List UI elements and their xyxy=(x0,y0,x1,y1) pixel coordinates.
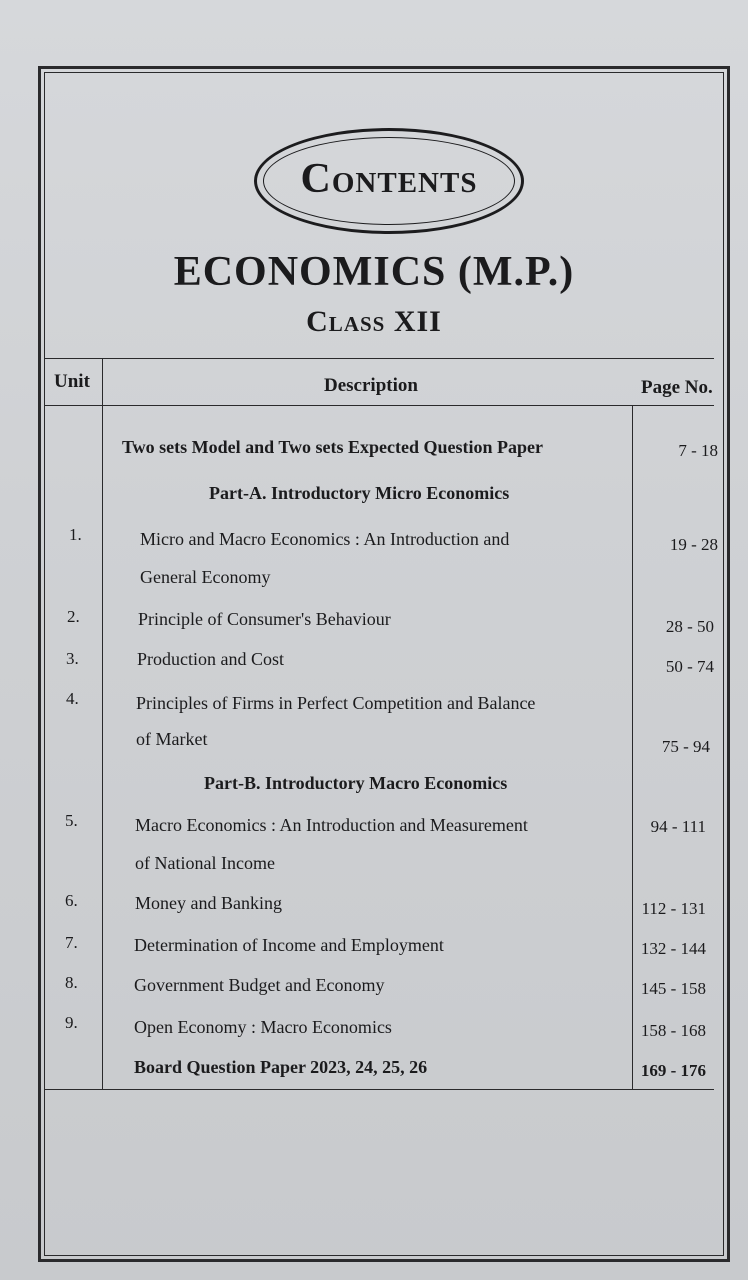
class-title: Class XII xyxy=(306,305,442,338)
contents-title-oval xyxy=(254,128,524,234)
entry-description: Open Economy : Macro Economics xyxy=(134,1017,392,1037)
header-divider xyxy=(44,405,714,406)
page-column-divider xyxy=(632,405,633,1089)
entry-page: 145 - 158 xyxy=(640,979,706,998)
entry-page: 75 - 94 xyxy=(661,737,710,756)
subject-title: ECONOMICS (M.P.) xyxy=(173,249,575,295)
entry-description: Government Budget and Economy xyxy=(134,975,385,995)
entry-page: 132 - 144 xyxy=(640,939,706,958)
entry-page: 28 - 50 xyxy=(665,617,714,636)
entry-description-cont: of National Income xyxy=(135,853,275,873)
entry-unit: 7. xyxy=(65,933,78,952)
entry-description: Determination of Income and Employment xyxy=(134,935,444,955)
entry-page: 169 - 176 xyxy=(640,1061,706,1080)
entry-description: Principle of Consumer's Behaviour xyxy=(138,609,391,629)
entry-unit: 8. xyxy=(65,973,78,992)
part-heading: Part-B. Introductory Macro Economics xyxy=(204,773,508,793)
entry-unit: 5. xyxy=(65,811,78,830)
entry-description-cont: General Economy xyxy=(140,567,271,587)
column-header-page: Page No. xyxy=(641,377,713,398)
entry-description: Two sets Model and Two sets Expected Question Paper xyxy=(122,437,543,457)
contents-title: Contents xyxy=(300,156,478,202)
entry-description: Macro Economics : An Introduction and Measurement xyxy=(135,815,528,835)
entry-unit: 9. xyxy=(65,1013,78,1032)
column-header-unit: Unit xyxy=(54,371,90,392)
entry-unit: 4. xyxy=(66,689,79,708)
unit-column-divider xyxy=(102,359,103,1089)
entry-page: 112 - 131 xyxy=(641,899,706,918)
entry-description-cont: of Market xyxy=(136,729,208,749)
entry-unit: 3. xyxy=(66,649,79,668)
entry-page: 94 - 111 xyxy=(650,817,706,836)
entry-description: Production and Cost xyxy=(137,649,284,669)
entry-description: Board Question Paper 2023, 24, 25, 26 xyxy=(134,1057,428,1077)
contents-table xyxy=(44,358,718,1090)
entry-page: 19 - 28 xyxy=(669,535,718,554)
column-header-description: Description xyxy=(324,375,418,396)
entry-description: Micro and Macro Economics : An Introduction and xyxy=(140,529,510,549)
entry-unit: 2. xyxy=(67,607,80,626)
entry-unit: 6. xyxy=(65,891,78,910)
entry-description: Money and Banking xyxy=(135,893,282,913)
part-heading: Part-A. Introductory Micro Economics xyxy=(209,483,510,503)
entry-unit: 1. xyxy=(69,525,82,544)
entry-description: Principles of Firms in Perfect Competition and Balance xyxy=(136,693,536,713)
entry-page: 7 - 18 xyxy=(678,441,718,460)
entry-page: 50 - 74 xyxy=(665,657,714,676)
entry-page: 158 - 168 xyxy=(640,1021,706,1040)
